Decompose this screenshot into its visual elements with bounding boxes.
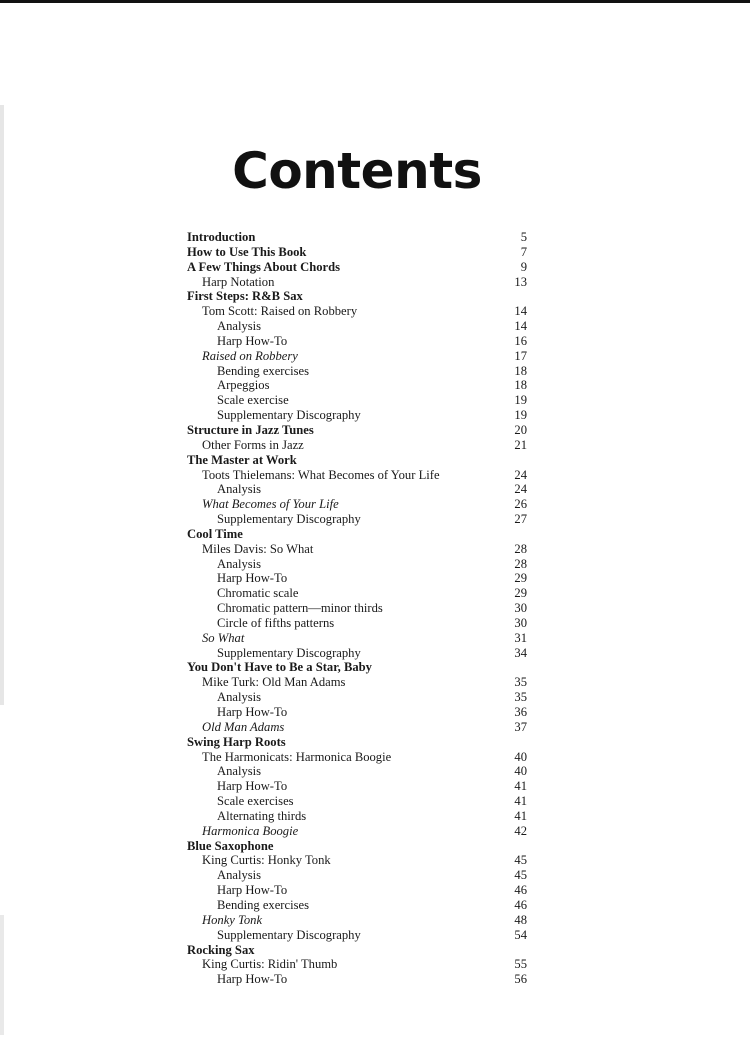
toc-entry — [187, 542, 527, 557]
toc-entry-title: You Don't Have to Be a Star, Baby — [187, 660, 372, 675]
toc-entry — [187, 750, 527, 765]
toc-entry-title: Harmonica Boogie — [202, 823, 299, 838]
toc-entry-title: Harp How-To — [217, 705, 288, 719]
toc-entry-title: Old Man Adams — [202, 719, 285, 734]
toc-entry-page: 5 — [520, 230, 527, 244]
toc-entry — [187, 289, 527, 304]
toc-entry-page: 54 — [514, 927, 527, 942]
table-of-contents — [187, 230, 527, 987]
toc-entry-page: 24 — [514, 482, 527, 497]
toc-entry-page: 45 — [514, 868, 527, 883]
toc-entry-page: 21 — [514, 437, 527, 452]
toc-entry-page: 19 — [514, 408, 527, 423]
toc-entry-page: 20 — [514, 422, 527, 437]
toc-entry-title: Bending exercises — [217, 363, 309, 378]
toc-entry-title: Analysis — [217, 482, 262, 497]
toc-entry-title: Analysis — [217, 319, 262, 334]
toc-entry-title: Miles Davis: So What — [202, 541, 314, 556]
toc-entry-page: 41 — [514, 794, 527, 809]
toc-entry-title: The Master at Work — [187, 452, 297, 467]
toc-entry-title: Introduction — [187, 230, 256, 244]
toc-entry-page: 24 — [514, 467, 527, 482]
toc-entry-page: 55 — [514, 957, 527, 972]
toc-entry-page: 40 — [514, 764, 527, 779]
toc-entry — [187, 764, 527, 779]
toc-entry-title: Other Forms in Jazz — [202, 437, 304, 452]
toc-entry — [187, 423, 527, 438]
toc-entry — [187, 913, 527, 928]
toc-entry — [187, 675, 527, 690]
toc-entry — [187, 275, 527, 290]
toc-entry-page: 18 — [514, 378, 527, 393]
toc-entry-page: 46 — [514, 883, 527, 898]
toc-entry-page: 7 — [520, 244, 527, 259]
toc-entry-page: 28 — [514, 556, 527, 571]
toc-entry-title: Cool Time — [187, 526, 243, 541]
toc-entry-page: 13 — [514, 274, 527, 289]
toc-entry-page: 35 — [514, 675, 527, 690]
toc-entry-title: Circle of fifths patterns — [217, 615, 335, 630]
toc-entry-title: Harp How-To — [217, 972, 288, 987]
toc-entry-title: Bending exercises — [217, 897, 309, 912]
toc-entry — [187, 705, 527, 720]
toc-entry-page: 29 — [514, 586, 527, 601]
toc-entry — [187, 230, 527, 245]
toc-entry-page: 41 — [514, 808, 527, 823]
toc-entry-title: Analysis — [217, 764, 262, 779]
toc-entry-title: Structure in Jazz Tunes — [187, 422, 314, 437]
toc-entry — [187, 868, 527, 883]
toc-entry-title: Blue Saxophone — [187, 838, 274, 853]
toc-entry — [187, 438, 527, 453]
toc-entry — [187, 512, 527, 527]
toc-entry-page: 36 — [514, 705, 527, 719]
toc-entry-page: 14 — [514, 304, 527, 319]
toc-entry — [187, 527, 527, 542]
toc-entry-title: Raised on Robbery — [202, 348, 298, 363]
toc-entry — [187, 928, 527, 943]
toc-entry-title: First Steps: R&B Sax — [187, 289, 303, 304]
toc-entry — [187, 260, 527, 275]
toc-entry — [187, 557, 527, 572]
toc-entry — [187, 468, 527, 483]
toc-entry — [187, 735, 527, 750]
toc-entry-title: Arpeggios — [217, 378, 270, 393]
toc-entry-title: Alternating thirds — [217, 808, 307, 823]
page-title: Contents — [232, 141, 482, 200]
toc-entry-page: 28 — [514, 541, 527, 556]
toc-entry-title: Harp How-To — [217, 779, 288, 794]
toc-entry-title: How to Use This Book — [187, 244, 307, 259]
toc-entry — [187, 334, 527, 349]
toc-entry-title: King Curtis: Ridin' Thumb — [202, 957, 338, 972]
toc-entry — [187, 586, 527, 601]
toc-entry — [187, 972, 527, 987]
toc-entry-title: Tom Scott: Raised on Robbery — [202, 304, 358, 319]
toc-entry-page: 18 — [514, 363, 527, 378]
toc-entry-page: 34 — [514, 645, 527, 660]
toc-entry-title: Supplementary Discography — [217, 645, 361, 660]
toc-entry-page: 37 — [514, 719, 527, 734]
toc-entry-page: 35 — [514, 690, 527, 705]
toc-entry-title: Scale exercise — [217, 393, 289, 408]
toc-entry-page: 27 — [514, 512, 527, 527]
toc-entry — [187, 631, 527, 646]
toc-entry-title: Harp How-To — [217, 333, 288, 348]
toc-entry-title: So What — [202, 630, 245, 645]
toc-entry — [187, 839, 527, 854]
toc-entry — [187, 809, 527, 824]
toc-entry-page: 16 — [514, 333, 527, 348]
toc-entry-title: Analysis — [217, 690, 262, 705]
toc-entry-page: 14 — [514, 319, 527, 334]
toc-entry-page: 29 — [514, 571, 527, 586]
toc-entry — [187, 482, 527, 497]
toc-entry-page: 9 — [520, 259, 527, 274]
toc-entry-title: Mike Turk: Old Man Adams — [202, 675, 346, 690]
toc-entry-title: Supplementary Discography — [217, 927, 361, 942]
toc-entry — [187, 364, 527, 379]
toc-entry-title: Toots Thielemans: What Becomes of Your Life — [202, 467, 440, 482]
toc-entry — [187, 616, 527, 631]
toc-entry-page: 31 — [514, 630, 527, 645]
toc-entry-page: 26 — [514, 497, 527, 512]
toc-entry-page: 45 — [514, 853, 527, 868]
toc-entry-title: Scale exercises — [217, 794, 294, 809]
toc-entry-title: Harp How-To — [217, 883, 288, 898]
toc-entry-title: King Curtis: Honky Tonk — [202, 853, 331, 868]
toc-entry — [187, 408, 527, 423]
toc-entry-page: 42 — [514, 823, 527, 838]
toc-entry-page: 30 — [514, 601, 527, 616]
page-top-rule — [0, 0, 750, 3]
toc-entry-page: 56 — [514, 972, 527, 987]
toc-entry — [187, 497, 527, 512]
toc-entry — [187, 453, 527, 468]
toc-entry — [187, 319, 527, 334]
toc-entry — [187, 824, 527, 839]
toc-entry — [187, 304, 527, 319]
toc-entry — [187, 378, 527, 393]
toc-entry-title: The Harmonicats: Harmonica Boogie — [202, 749, 392, 764]
toc-entry — [187, 898, 527, 913]
toc-entry — [187, 853, 527, 868]
toc-entry-title: Chromatic pattern—minor thirds — [217, 601, 383, 616]
toc-entry-page: 48 — [514, 912, 527, 927]
toc-entry-title: A Few Things About Chords — [187, 259, 341, 274]
toc-entry-page: 46 — [514, 897, 527, 912]
toc-entry-page: 41 — [514, 779, 527, 794]
toc-entry-title: Swing Harp Roots — [187, 734, 286, 749]
toc-entry — [187, 660, 527, 675]
toc-entry — [187, 794, 527, 809]
toc-entry-title: Chromatic scale — [217, 586, 299, 601]
toc-entry — [187, 943, 527, 958]
toc-entry — [187, 601, 527, 616]
toc-entry — [187, 245, 527, 260]
toc-entry — [187, 957, 527, 972]
toc-entry — [187, 720, 527, 735]
toc-entry — [187, 883, 527, 898]
toc-entry — [187, 646, 527, 661]
toc-entry-title: Harp Notation — [202, 274, 275, 289]
toc-entry — [187, 779, 527, 794]
toc-entry-page: 17 — [514, 348, 527, 363]
toc-entry-title: Supplementary Discography — [217, 408, 361, 423]
toc-entry — [187, 690, 527, 705]
toc-entry-page: 30 — [514, 615, 527, 630]
scan-edge-shadow — [0, 915, 4, 1035]
toc-entry — [187, 349, 527, 364]
toc-entry-title: Rocking Sax — [187, 942, 255, 957]
toc-entry — [187, 393, 527, 408]
toc-entry-title: Analysis — [217, 556, 262, 571]
toc-entry-title: Harp How-To — [217, 571, 288, 586]
toc-entry-page: 19 — [514, 393, 527, 408]
toc-entry-title: Supplementary Discography — [217, 512, 361, 527]
toc-entry-title: Honky Tonk — [202, 912, 263, 927]
toc-entry — [187, 571, 527, 586]
toc-entry-page: 40 — [514, 749, 527, 764]
toc-entry-title: What Becomes of Your Life — [202, 497, 339, 512]
toc-entry-title: Analysis — [217, 868, 262, 883]
